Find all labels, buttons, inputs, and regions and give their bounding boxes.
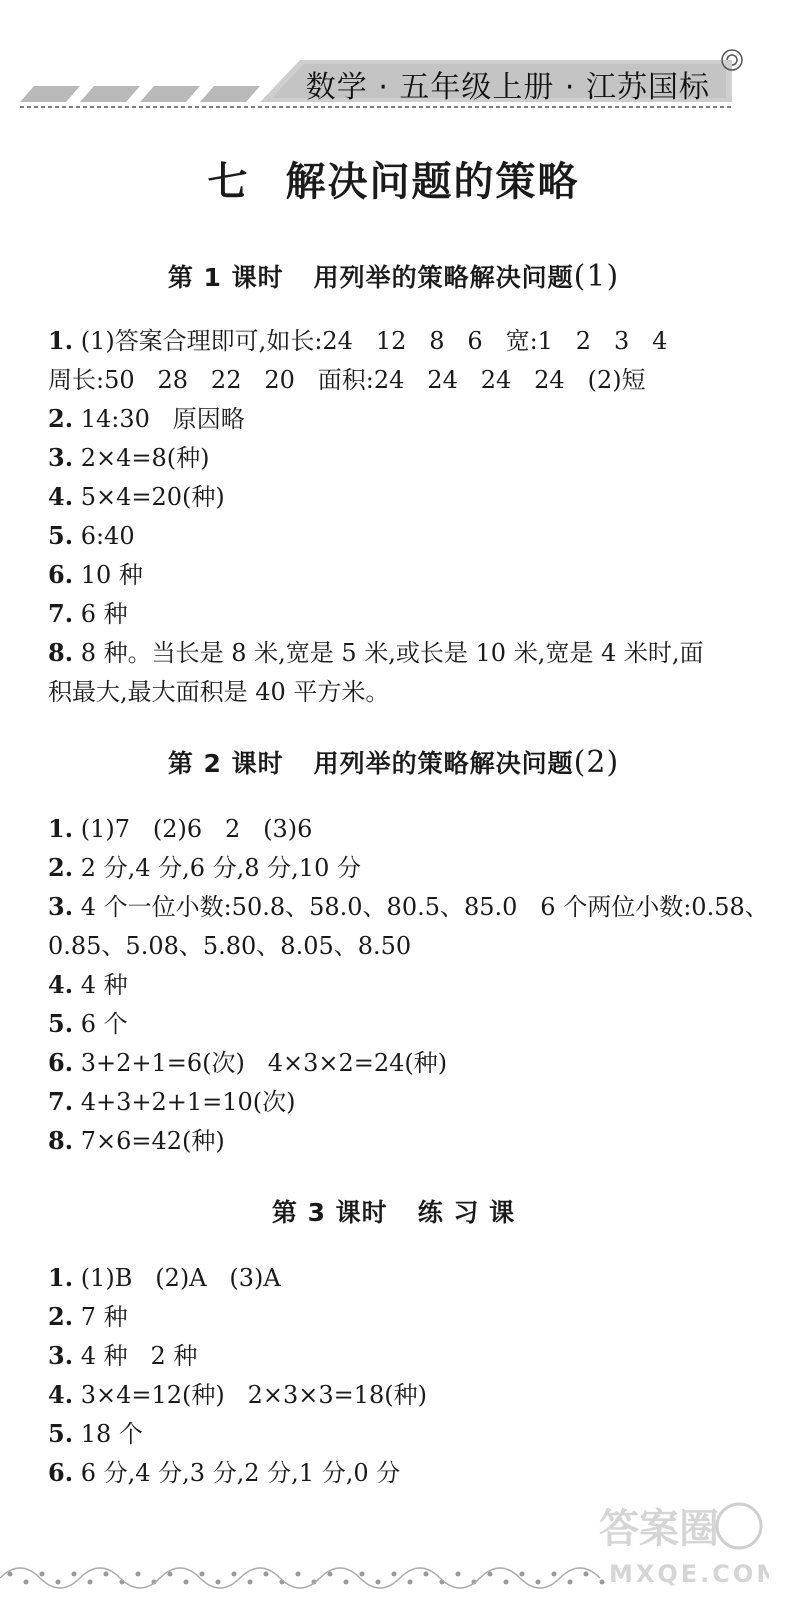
chapter-number: 七	[207, 159, 250, 205]
answer-line: 5. 6:40	[48, 521, 135, 550]
answer-line: 7. 6 种	[48, 599, 128, 628]
answer-line: 8. 8 种。当长是 8 米,宽是 5 米,或长是 10 米,宽是 4 米时,面	[48, 638, 704, 667]
answer-line: 6. 10 种	[48, 560, 143, 589]
page-footer-decoration	[0, 1548, 787, 1600]
watermark-text: 答案圈	[599, 1506, 719, 1552]
lesson-1-paren: (1)	[573, 259, 620, 294]
answer-line: 周长:50 28 22 20 面积:24 24 24 24 (2)短	[48, 366, 646, 394]
answer-line: 1. (1)答案合理即可,如长:24 12 8 6 宽:1 2 3 4	[48, 326, 668, 355]
answer-line: 6. 6 分,4 分,3 分,2 分,1 分,0 分	[48, 1458, 401, 1487]
answer-line: 4. 5×4=20(种)	[48, 482, 225, 511]
footer-dots-decoration	[0, 1548, 787, 1600]
lesson-1-title	[0, 258, 787, 294]
answer-line: 0.85、5.08、5.80、8.05、8.50	[48, 932, 412, 960]
lesson-2-title	[0, 744, 787, 780]
answer-line: 2. 7 种	[48, 1302, 128, 1331]
answer-line: 7. 4+3+2+1=10(次)	[48, 1087, 296, 1116]
lesson-2-paren: (2)	[573, 745, 620, 780]
page-header-banner	[20, 40, 760, 110]
answer-line: 2. 14:30 原因略	[48, 404, 245, 433]
answer-line: 3. 2×4=8(种)	[48, 443, 210, 472]
answer-line: 5. 18 个	[48, 1419, 143, 1448]
answer-line: 3. 4 种 2 种	[48, 1341, 198, 1370]
answer-line: 1. (1)B (2)A (3)A	[48, 1263, 281, 1292]
answer-line: 积最大,最大面积是 40 平方米。	[48, 678, 390, 706]
chapter-name: 解决问题的策略	[285, 159, 580, 205]
answer-line: 1. (1)7 (2)6 2 (3)6	[48, 814, 313, 843]
header-title: 数学 · 五年级上册 · 江苏国标	[305, 70, 710, 105]
answer-line: 3. 4 个一位小数:50.8、58.0、80.5、85.0 6 个两位小数:0.58、	[48, 892, 769, 921]
lesson-1-subtitle: 用列举的策略解决问题	[313, 263, 574, 292]
answer-line: 4. 4 种	[48, 970, 128, 999]
answer-line: 2. 2 分,4 分,6 分,8 分,10 分	[48, 853, 361, 882]
answer-line: 8. 7×6=42(种)	[48, 1126, 225, 1155]
chapter-title	[0, 150, 787, 207]
answer-line: 5. 6 个	[48, 1009, 128, 1038]
lesson-3-number: 第 3 课时	[271, 1198, 388, 1227]
answer-line: 6. 3+2+1=6(次) 4×3×2=24(种)	[48, 1048, 448, 1077]
lesson-1-number: 第 1 课时	[167, 263, 284, 292]
lesson-2-subtitle: 用列举的策略解决问题	[313, 749, 574, 778]
answer-line: 4. 3×4=12(种) 2×3×3=18(种)	[48, 1380, 428, 1409]
lesson-3-subtitle: 练 习 课	[417, 1198, 516, 1227]
lesson-2-number: 第 2 课时	[167, 749, 284, 778]
lesson-3-title	[0, 1193, 787, 1229]
watermark-url: MXQE.COM	[609, 1560, 769, 1588]
